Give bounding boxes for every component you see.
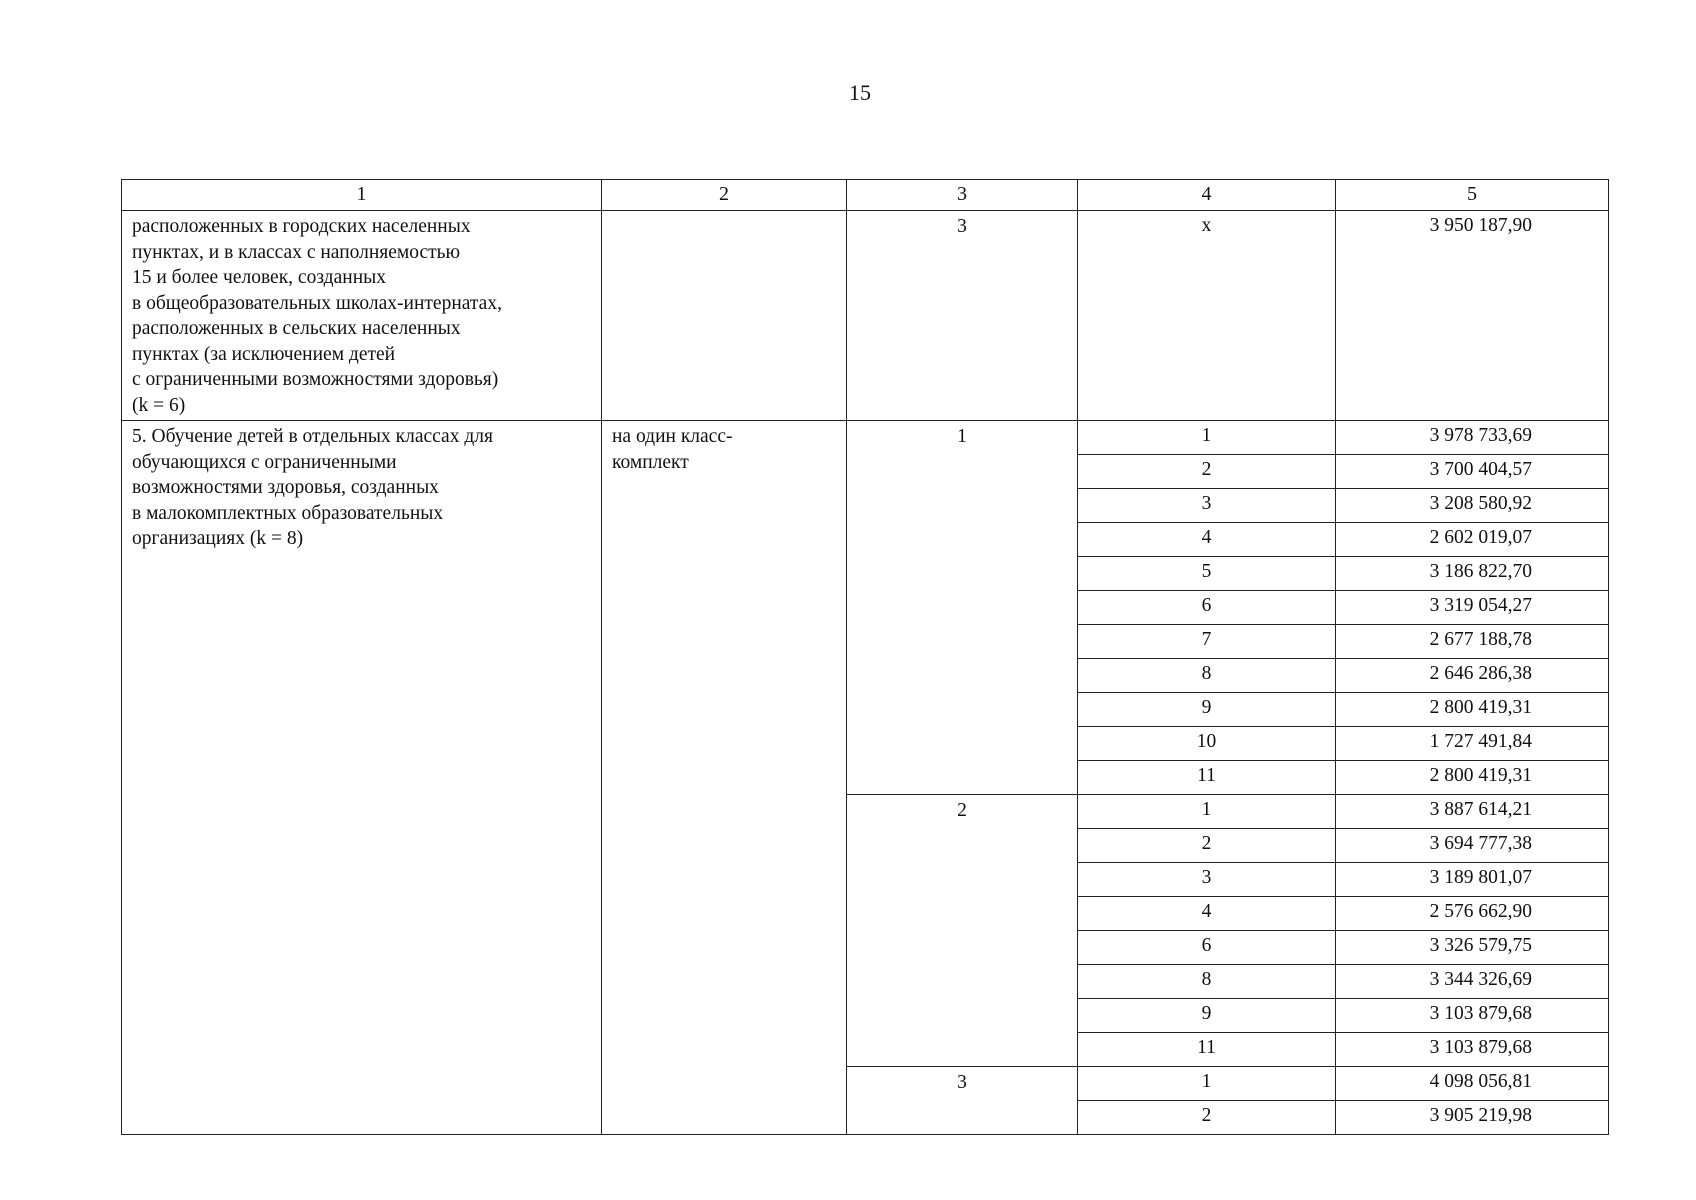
unit-cell bbox=[602, 211, 847, 421]
value-cell: 4 098 056,81 bbox=[1336, 1067, 1609, 1101]
value-cell: 3 905 219,98 bbox=[1336, 1101, 1609, 1135]
number-cell: 11 bbox=[1078, 1033, 1336, 1067]
number-cell: 8 bbox=[1078, 659, 1336, 693]
value-cell: 3 950 187,90 bbox=[1336, 211, 1609, 421]
number-cell: 7 bbox=[1078, 625, 1336, 659]
table-row bbox=[122, 211, 1609, 421]
number-cell: 9 bbox=[1078, 999, 1336, 1033]
description-line: организациях (k = 8) bbox=[132, 528, 304, 549]
number-cell: 4 bbox=[1078, 523, 1336, 557]
description-cell bbox=[122, 211, 602, 421]
value-cell: 3 326 579,75 bbox=[1336, 931, 1609, 965]
number-cell: 8 bbox=[1078, 965, 1336, 999]
description-line: расположенных в городских населенных bbox=[132, 216, 471, 237]
number-cell: 5 bbox=[1078, 557, 1336, 591]
number-cell: 10 bbox=[1078, 727, 1336, 761]
number-cell: 6 bbox=[1078, 931, 1336, 965]
number-cell: 1 bbox=[1078, 795, 1336, 829]
description-line: обучающихся с ограниченными bbox=[132, 451, 397, 473]
description-line: (k = 6) bbox=[132, 394, 186, 416]
number-cell: 2 bbox=[1078, 1101, 1336, 1135]
group-cell: 3 bbox=[847, 211, 1078, 421]
value-cell: 2 646 286,38 bbox=[1336, 659, 1609, 693]
description-line: пунктах (за исключением детей bbox=[132, 343, 396, 365]
value-cell: 3 103 879,68 bbox=[1336, 1033, 1609, 1067]
group-cell: 1 bbox=[847, 421, 1078, 795]
unit-cell bbox=[602, 421, 847, 1135]
header-cell: 2 bbox=[602, 180, 847, 211]
value-cell: 3 700 404,57 bbox=[1336, 455, 1609, 489]
group-cell: 2 bbox=[847, 795, 1078, 1067]
header-cell: 5 bbox=[1336, 180, 1609, 211]
number-cell: 3 bbox=[1078, 489, 1336, 523]
header-cell: 4 bbox=[1078, 180, 1336, 211]
value-cell: 3 694 777,38 bbox=[1336, 829, 1609, 863]
data-table bbox=[121, 179, 1609, 1135]
description-line: возможностями здоровья, созданных bbox=[132, 477, 439, 498]
description-line: пунктах, и в классах с наполняемостью bbox=[132, 241, 461, 263]
value-cell: 3 103 879,68 bbox=[1336, 999, 1609, 1033]
value-cell: 3 319 054,27 bbox=[1336, 591, 1609, 625]
number-cell: x bbox=[1078, 211, 1336, 421]
header-row bbox=[122, 180, 1609, 211]
value-cell: 3 189 801,07 bbox=[1336, 863, 1609, 897]
number-cell: 2 bbox=[1078, 455, 1336, 489]
number-cell: 6 bbox=[1078, 591, 1336, 625]
description-line: 5. Обучение детей в отдельных классах для bbox=[132, 426, 493, 447]
value-cell: 3 344 326,69 bbox=[1336, 965, 1609, 999]
page-number: 15 bbox=[849, 80, 871, 105]
value-cell: 3 978 733,69 bbox=[1336, 421, 1609, 455]
description-line: расположенных в сельских населенных bbox=[132, 318, 461, 339]
value-cell: 2 800 419,31 bbox=[1336, 761, 1609, 795]
number-cell: 2 bbox=[1078, 829, 1336, 863]
header-cell: 3 bbox=[847, 180, 1078, 211]
value-cell: 2 677 188,78 bbox=[1336, 625, 1609, 659]
header-cell: 1 bbox=[122, 180, 602, 211]
group-cell: 3 bbox=[847, 1067, 1078, 1135]
number-cell: 1 bbox=[1078, 1067, 1336, 1101]
value-cell: 1 727 491,84 bbox=[1336, 727, 1609, 761]
number-cell: 3 bbox=[1078, 863, 1336, 897]
description-line: в общеобразовательных школах-интернатах, bbox=[132, 292, 502, 314]
number-cell: 11 bbox=[1078, 761, 1336, 795]
value-cell: 2 576 662,90 bbox=[1336, 897, 1609, 931]
value-cell: 3 186 822,70 bbox=[1336, 557, 1609, 591]
description-line: с ограниченными возможностями здоровья) bbox=[132, 369, 499, 390]
number-cell: 1 bbox=[1078, 421, 1336, 455]
table-row bbox=[122, 421, 1609, 455]
value-cell: 3 887 614,21 bbox=[1336, 795, 1609, 829]
description-line: 15 и более человек, созданных bbox=[132, 267, 386, 288]
description-line: в малокомплектных образовательных bbox=[132, 502, 444, 524]
value-cell: 2 800 419,31 bbox=[1336, 693, 1609, 727]
value-cell: 3 208 580,92 bbox=[1336, 489, 1609, 523]
unit-line: комплект bbox=[612, 451, 689, 473]
description-cell bbox=[122, 421, 602, 1135]
number-cell: 4 bbox=[1078, 897, 1336, 931]
number-cell: 9 bbox=[1078, 693, 1336, 727]
unit-line: на один класс- bbox=[612, 426, 733, 447]
value-cell: 2 602 019,07 bbox=[1336, 523, 1609, 557]
